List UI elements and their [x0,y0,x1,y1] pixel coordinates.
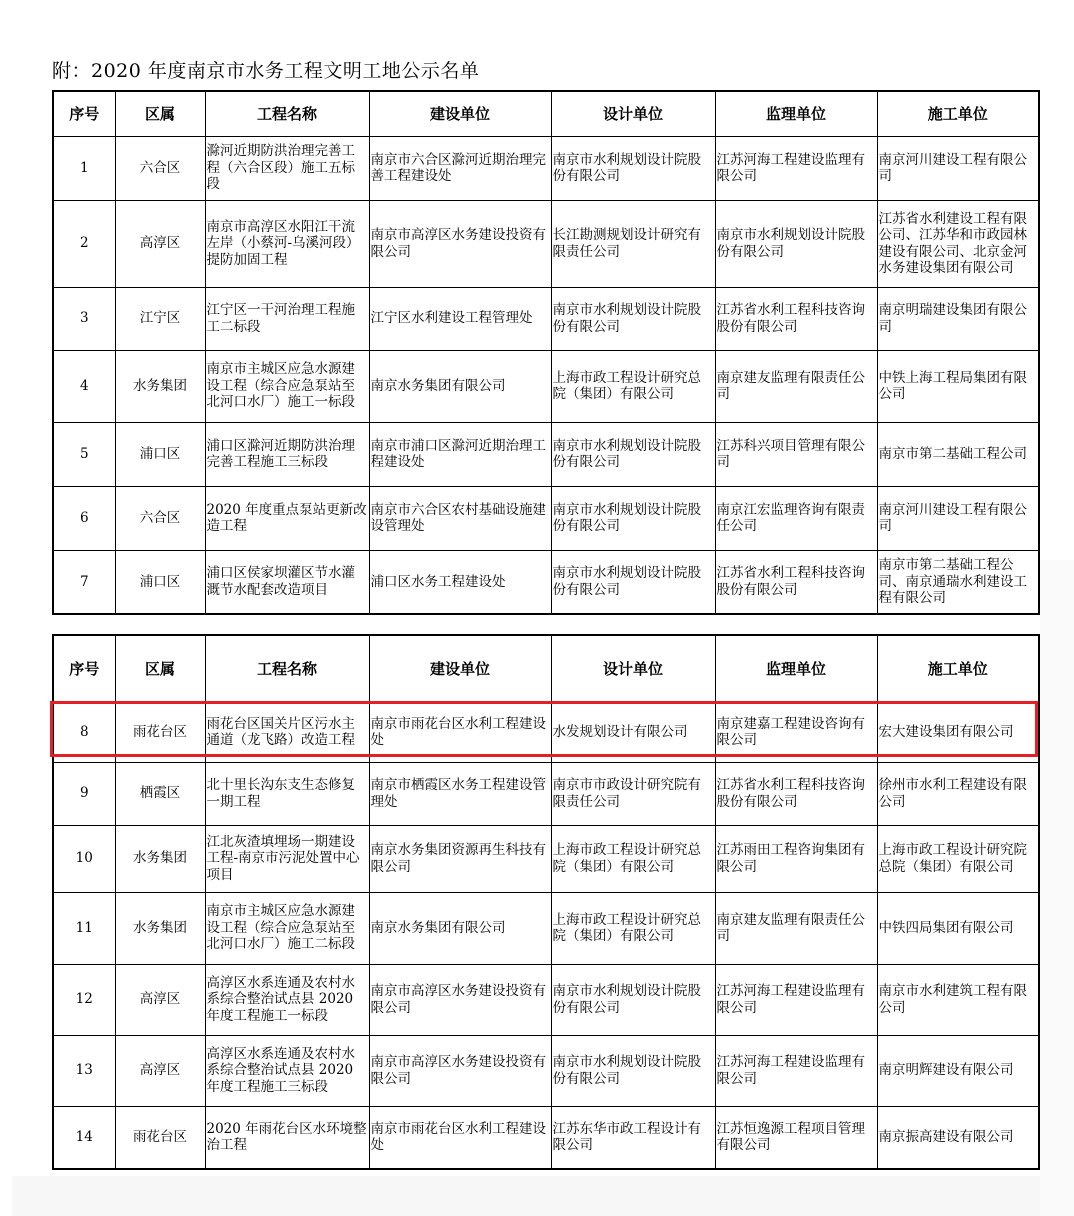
cell-designer: 南京市市政设计研究院有限责任公司 [551,762,715,825]
table-row [53,422,1039,486]
cell-supervisor: 江苏河海工程建设监理有限公司 [715,964,877,1035]
cell-builder: 南京市高淳区水务建设投资有限公司 [369,964,551,1035]
cell-district: 江宁区 [115,287,205,350]
cell-designer: 南京市水利规划设计院股份有限公司 [551,287,715,350]
cell-contractor: 南京市第二基础工程公司、南京通瑞水利建设工程有限公司 [877,550,1039,614]
cell-builder: 浦口区水务工程建设处 [369,550,551,614]
cell-builder: 南京市雨花台区水利工程建设处 [369,702,551,762]
cell-district: 六合区 [115,486,205,550]
cell-builder: 江宁区水利建设工程管理处 [369,287,551,350]
cell-district: 高淳区 [115,1035,205,1106]
cell-index: 11 [53,892,115,964]
cell-district: 浦口区 [115,550,205,614]
page-edge-strip [12,1176,1074,1216]
page-edge-strip-right [1040,560,1074,1216]
header-builder: 建设单位 [369,635,551,702]
header-district: 区属 [115,91,205,136]
cell-index: 3 [53,287,115,350]
cell-builder: 南京水务集团有限公司 [369,350,551,422]
cell-builder: 南京水务集团有限公司 [369,892,551,964]
table-row [53,702,1039,762]
cell-builder: 南京市雨花台区水利工程建设处 [369,1106,551,1169]
document-title: 附：2020 年度南京市水务工程文明工地公示名单 [52,60,480,82]
table-row [53,892,1039,964]
cell-contractor: 上海市政工程设计研究院总院（集团）有限公司 [877,825,1039,892]
cell-district: 水务集团 [115,825,205,892]
cell-supervisor: 江苏雨田工程咨询集团有限公司 [715,825,877,892]
list-table-1 [52,90,1040,615]
cell-project-name: 浦口区侯家坝灌区节水灌溉节水配套改造项目 [205,550,369,614]
cell-designer: 上海市政工程设计研究总院（集团）有限公司 [551,892,715,964]
table-row [53,200,1039,287]
cell-builder: 南京市六合区农村基础设施建设管理处 [369,486,551,550]
cell-contractor: 南京河川建设工程有限公司 [877,486,1039,550]
table-row [53,1106,1039,1169]
cell-project-name: 江宁区一干河治理工程施工二标段 [205,287,369,350]
cell-contractor: 南京市第二基础工程公司 [877,422,1039,486]
table-row [53,136,1039,200]
cell-builder: 南京市栖霞区水务工程建设管理处 [369,762,551,825]
cell-supervisor: 江苏河海工程建设监理有限公司 [715,1035,877,1106]
cell-designer: 南京市水利规划设计院股份有限公司 [551,136,715,200]
cell-builder: 南京市高淳区水务建设投资有限公司 [369,200,551,287]
cell-project-name: 雨花台区国关片区污水主通道（龙飞路）改造工程 [205,702,369,762]
cell-supervisor: 南京建友监理有限责任公司 [715,892,877,964]
cell-district: 六合区 [115,136,205,200]
cell-contractor: 南京市水利建筑工程有限公司 [877,964,1039,1035]
header-district: 区属 [115,635,205,702]
cell-designer: 南京市水利规划设计院股份有限公司 [551,486,715,550]
cell-contractor: 南京明瑞建设集团有限公司 [877,287,1039,350]
cell-contractor: 中铁四局集团有限公司 [877,892,1039,964]
cell-project-name: 高淳区水系连通及农村水系综合整治试点县 2020 年度工程施工一标段 [205,964,369,1035]
table-row [53,350,1039,422]
cell-project-name: 高淳区水系连通及农村水系综合整治试点县 2020 年度工程施工三标段 [205,1035,369,1106]
header-supervisor: 监理单位 [715,635,877,702]
cell-district: 水务集团 [115,350,205,422]
cell-builder: 南京水务集团资源再生科技有限公司 [369,825,551,892]
header-index: 序号 [53,635,115,702]
table-header-row [53,91,1039,136]
cell-project-name: 2020 年雨花台区水环境整治工程 [205,1106,369,1169]
cell-district: 浦口区 [115,422,205,486]
cell-supervisor: 江苏省水利工程科技咨询股份有限公司 [715,762,877,825]
header-contractor: 施工单位 [877,91,1039,136]
header-supervisor: 监理单位 [715,91,877,136]
cell-supervisor: 江苏科兴项目管理有限公司 [715,422,877,486]
table-row [53,1035,1039,1106]
cell-district: 雨花台区 [115,1106,205,1169]
cell-project-name: 浦口区滁河近期防洪治理完善工程施工三标段 [205,422,369,486]
cell-supervisor: 江苏省水利工程科技咨询股份有限公司 [715,287,877,350]
table-row [53,486,1039,550]
header-project-name: 工程名称 [205,91,369,136]
cell-contractor: 宏大建设集团有限公司 [877,702,1039,762]
table-header-row [53,635,1039,702]
cell-index: 9 [53,762,115,825]
cell-designer: 上海市政工程设计研究总院（集团）有限公司 [551,825,715,892]
header-designer: 设计单位 [551,91,715,136]
cell-index: 6 [53,486,115,550]
cell-contractor: 徐州市水利工程建设有限公司 [877,762,1039,825]
cell-supervisor: 江苏河海工程建设监理有限公司 [715,136,877,200]
cell-designer: 上海市政工程设计研究总院（集团）有限公司 [551,350,715,422]
cell-project-name: 南京市主城区应急水源建设工程（综合应急泵站至北河口水厂）施工一标段 [205,350,369,422]
header-designer: 设计单位 [551,635,715,702]
cell-project-name: 滁河近期防洪治理完善工程（六合区段）施工五标段 [205,136,369,200]
cell-supervisor: 南京建友监理有限责任公司 [715,350,877,422]
cell-project-name: 2020 年度重点泵站更新改造工程 [205,486,369,550]
cell-designer: 南京市水利规划设计院股份有限公司 [551,964,715,1035]
cell-builder: 南京市六合区滁河近期治理完善工程建设处 [369,136,551,200]
cell-designer: 南京市水利规划设计院股份有限公司 [551,422,715,486]
table-row [53,964,1039,1035]
list-table-2 [52,634,1040,1170]
header-builder: 建设单位 [369,91,551,136]
cell-designer: 南京市水利规划设计院股份有限公司 [551,1035,715,1106]
table-row [53,287,1039,350]
header-project-name: 工程名称 [205,635,369,702]
header-index: 序号 [53,91,115,136]
cell-supervisor: 江苏恒逸源工程项目管理有限公司 [715,1106,877,1169]
cell-supervisor: 南京市水利规划设计院股份有限公司 [715,200,877,287]
cell-supervisor: 南京江宏监理咨询有限责任公司 [715,486,877,550]
cell-contractor: 中铁上海工程局集团有限公司 [877,350,1039,422]
cell-designer: 长江勘测规划设计研究有限责任公司 [551,200,715,287]
cell-index: 1 [53,136,115,200]
cell-index: 13 [53,1035,115,1106]
cell-district: 栖霞区 [115,762,205,825]
cell-district: 水务集团 [115,892,205,964]
cell-index: 2 [53,200,115,287]
cell-designer: 水发规划设计有限公司 [551,702,715,762]
cell-supervisor: 江苏省水利工程科技咨询股份有限公司 [715,550,877,614]
cell-index: 14 [53,1106,115,1169]
cell-designer: 江苏东华市政工程设计有限公司 [551,1106,715,1169]
cell-contractor: 南京河川建设工程有限公司 [877,136,1039,200]
cell-district: 雨花台区 [115,702,205,762]
cell-project-name: 南京市主城区应急水源建设工程（综合应急泵站至北河口水厂）施工二标段 [205,892,369,964]
cell-supervisor: 南京建嘉工程建设咨询有限公司 [715,702,877,762]
cell-builder: 南京市浦口区滁河近期治理工程建设处 [369,422,551,486]
cell-index: 4 [53,350,115,422]
cell-contractor: 南京振高建设有限公司 [877,1106,1039,1169]
cell-project-name: 江北灰渣填埋场一期建设工程-南京市污泥处置中心项目 [205,825,369,892]
cell-designer: 南京市水利规划设计院股份有限公司 [551,550,715,614]
cell-contractor: 江苏省水利建设工程有限公司、江苏华和市政园林建设有限公司、北京金河水务建设集团有限公司 [877,200,1039,287]
cell-project-name: 南京市高淳区水阳江干流左岸（小蔡河-乌溪河段）提防加固工程 [205,200,369,287]
table-row [53,825,1039,892]
cell-index: 12 [53,964,115,1035]
cell-district: 高淳区 [115,200,205,287]
cell-district: 高淳区 [115,964,205,1035]
cell-index: 8 [53,702,115,762]
cell-project-name: 北十里长沟东支生态修复一期工程 [205,762,369,825]
cell-builder: 南京市高淳区水务建设投资有限公司 [369,1035,551,1106]
table-row [53,762,1039,825]
header-contractor: 施工单位 [877,635,1039,702]
cell-index: 5 [53,422,115,486]
cell-index: 7 [53,550,115,614]
cell-contractor: 南京明辉建设有限公司 [877,1035,1039,1106]
cell-index: 10 [53,825,115,892]
table-row [53,550,1039,614]
